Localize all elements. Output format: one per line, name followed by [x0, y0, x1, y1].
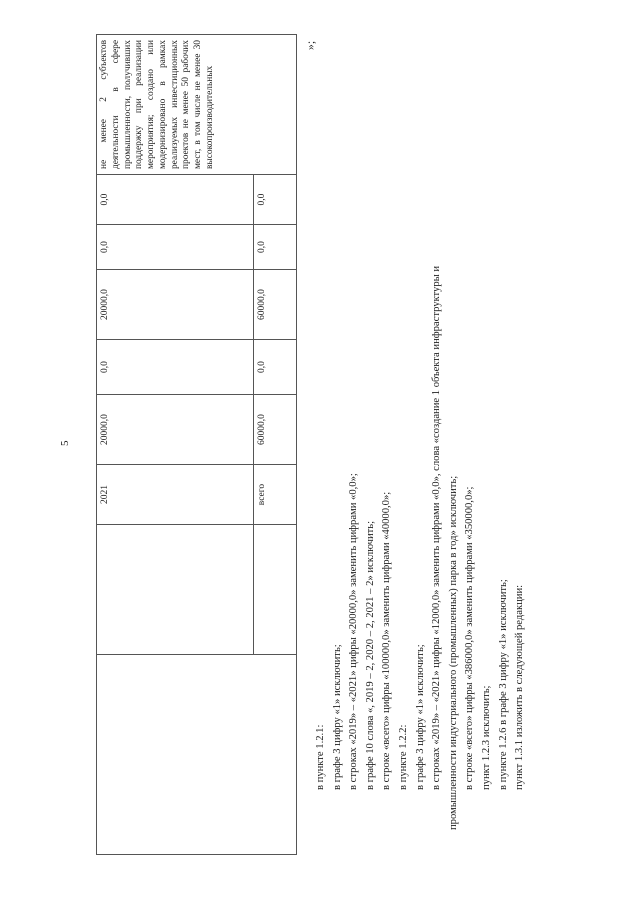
table-cell-value: 0,0 — [254, 225, 297, 270]
text-line: в строках «2019» – «2021» цифры «12000,0» заменить цифрами «0,0», слова «создание 1 объекта инфраструктуры и — [431, 265, 443, 790]
table-cell-value: 0,0 — [254, 340, 297, 395]
text-line: пункт 1.3.1 изложить в следующей редакции: — [514, 584, 526, 790]
table-cell-empty — [254, 525, 297, 655]
text-line: в пункте 1.2.2: — [397, 724, 409, 790]
table-fragment — [96, 35, 296, 855]
table-cell-year: 2021 — [97, 465, 254, 525]
table-cell-description: не менее 2 субъектов деятельности в сфере промышленности, получивших поддержку при реализации мероприятия; создано или модернизировано в рамках реализуемых инвестиционных проектов не менее 50 рабочих мест, в том числе не менее 30 высокопроизводительных — [97, 35, 297, 175]
text-line: в пункте 1.2.6 в графе 3 цифру «1» исключить; — [497, 579, 509, 790]
text-line: в строке «всего» цифры «386000,0» заменить цифрами «350000,0»; — [464, 486, 476, 790]
table-cell-empty — [97, 655, 297, 855]
table-cell-value: 20000,0 — [97, 395, 254, 465]
amendment-text — [313, 30, 529, 830]
table-row-year — [97, 35, 254, 855]
table-cell-value: 60000,0 — [254, 270, 297, 340]
text-line: в строке «всего» цифры «100000,0» заменить цифрами «40000,0»; — [381, 491, 393, 790]
table-cell-value: 20000,0 — [97, 270, 254, 340]
closing-quote-mark: »; — [303, 40, 318, 51]
text-line: в пункте 1.2.1: — [315, 724, 326, 790]
table-cell-value: 0,0 — [97, 175, 254, 225]
table-cell-value: 0,0 — [97, 225, 254, 270]
table-cell-value: 0,0 — [97, 340, 254, 395]
text-line: в графе 10 слова «, 2019 – 2, 2020 – 2, 2021 – 2» исключить; — [364, 520, 376, 790]
text-line: в строках «2019» – «2021» цифры «20000,0» заменить цифрами «0,0»; — [348, 473, 360, 790]
table-cell-value: 60000,0 — [254, 395, 297, 465]
text-line: промышленности индустриального (промышленных) парка в год» исключить; — [447, 475, 459, 830]
page-number: 5 — [59, 440, 71, 446]
table-cell-total-label: всего — [254, 465, 297, 525]
text-line: в графе 3 цифру «1» исключить; — [414, 644, 426, 790]
text-line: в графе 3 цифру «1» исключить; — [331, 644, 343, 790]
table-cell-value: 0,0 — [254, 175, 297, 225]
table-cell-empty — [97, 525, 254, 655]
text-line: пункт 1.2.3 исключить; — [480, 685, 492, 790]
